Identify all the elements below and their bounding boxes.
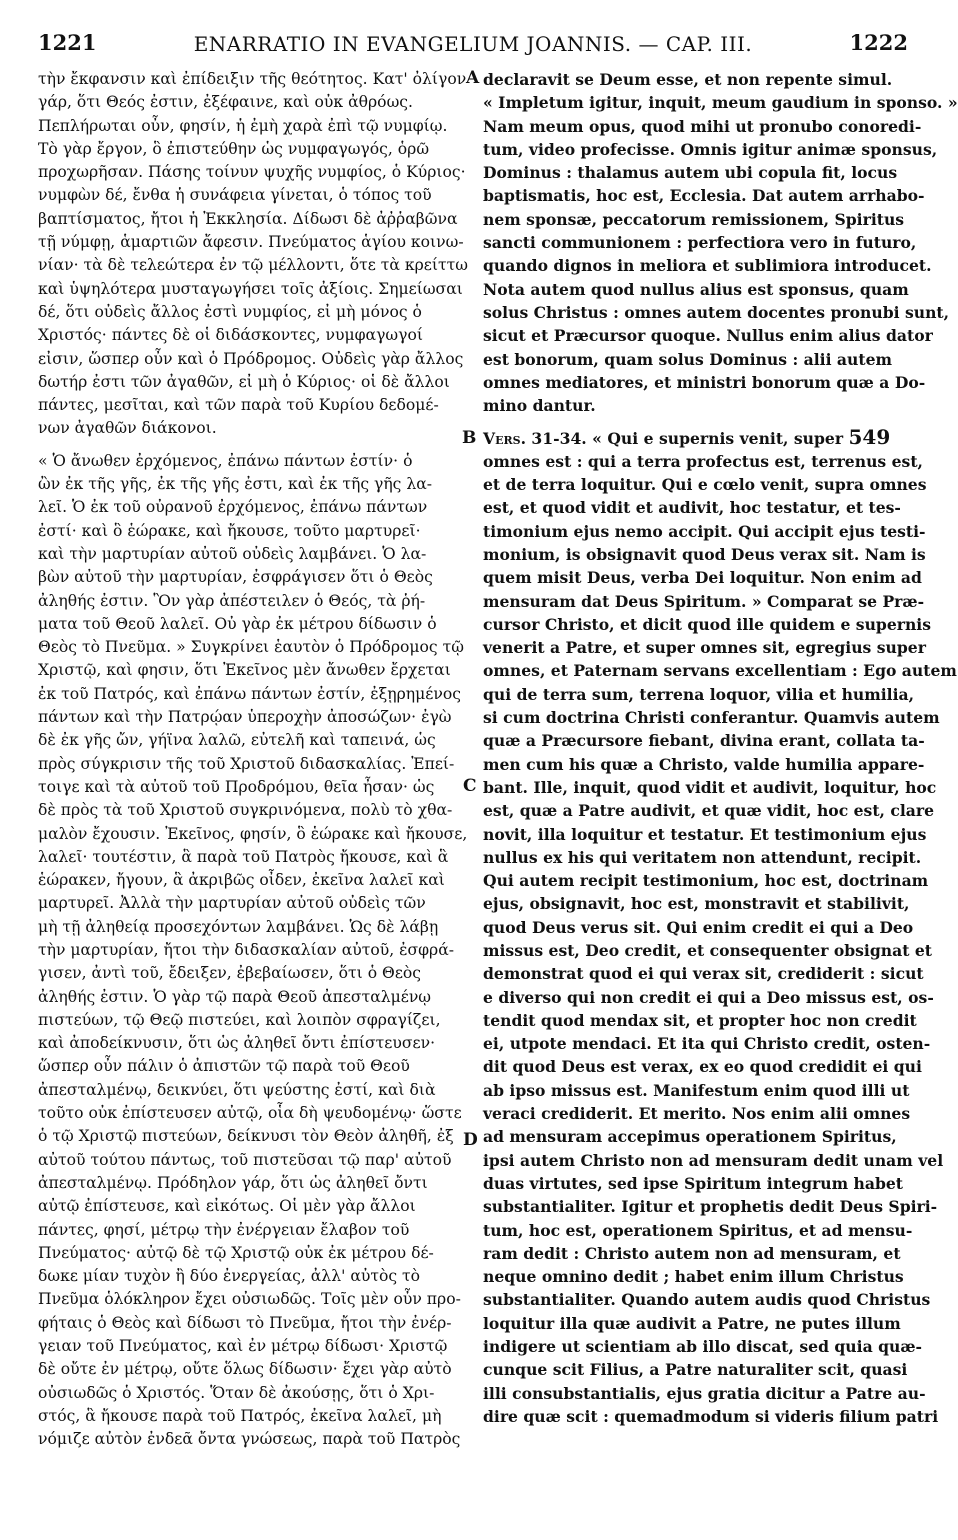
text-line: νων ἀγαθῶν διάκονοι. <box>38 419 217 438</box>
page-number-left: 1221 <box>38 30 97 55</box>
text-line: substantialiter. Quando autem audis quod Christus <box>483 1290 931 1310</box>
text-line: εἰσιν, ὥσπερ οὖν καὶ ὁ Πρόδρομος. Οὐδεὶς γὰρ ἄλλος <box>38 349 464 368</box>
text-line: tendit quod mendax sit, et propter hoc non credit <box>483 1010 917 1030</box>
text-line: loquitur illa quæ audivit a Patre, ne putes illum <box>483 1313 901 1333</box>
text-line: ἀπεσταλμένῳ. Πρόδηλον γάρ, ὅτι ὡς ἀληθεῖ ὄντι <box>38 1173 428 1192</box>
text-line: venerit a Patre, et super omnes sit, egregius super <box>483 638 926 658</box>
latin-paragraph-1 <box>483 68 958 417</box>
text-line: indigere ut scientiam ab illo discat, sed quia quæ- <box>483 1337 923 1357</box>
text-line: novit, illa loquitur et testatur. Et testimonium ejus <box>483 824 927 844</box>
text-line: νίαν· τὰ δὲ τελεώτερα ἐν τῷ μέλλοντι, ὅτε τὰ κρείττω <box>38 256 468 275</box>
text-line: nem sponsæ, peccatorum remissionem, Spiritus <box>483 209 905 229</box>
text-line: προχωρῆσαν. Πάσης τοίνυν ψυχῆς νυμφίος, ὁ Κύριος· <box>38 163 466 182</box>
text-line: ab ipso missus est. Manifestum enim quod illi ut <box>483 1080 910 1100</box>
text-line: μαρτυρεῖ. Ἀλλὰ τὴν μαρτυρίαν αὐτοῦ οὐδεὶς τῶν <box>38 894 426 913</box>
margin-number: 549 <box>848 425 891 450</box>
greek-paragraph-1 <box>38 68 466 441</box>
text-line: ei, utpote mendaci. Et ita qui Christo credit, osten- <box>483 1034 931 1054</box>
text-line: καὶ τὴν μαρτυρίαν αὐτοῦ οὐδεὶς λαμβάνει. Ὁ λα- <box>38 544 427 563</box>
page-number-right: 1222 <box>849 30 908 55</box>
text-line: ἀληθής ἐστιν. Ὃν γὰρ ἀπέστειλεν ὁ Θεός, τὰ ῥή- <box>38 591 426 610</box>
running-title: ENARRATIO IN EVANGELIUM JOANNIS. — CAP. III. <box>193 32 753 56</box>
text-line: γάρ, ὅτι Θεός ἐστιν, ἐξέφαινε, καὶ οὐκ ἀθρόως. <box>38 93 413 112</box>
text-line: ipsi autem Christo non ad mensuram dedit unam vel <box>483 1150 944 1170</box>
text-line: dire quæ scit : quemadmodum si videris filium patri <box>483 1406 939 1426</box>
text-line: qui de terra sum, terrena loquor, vilia et humilia, <box>483 684 915 704</box>
section-marker-a: A <box>466 68 480 88</box>
text-line: μαλὸν ἔχουσιν. Ἐκεῖνος, φησίν, ὃ ἑώρακε καὶ ἤκουσε, <box>38 824 468 843</box>
latin-column <box>483 68 958 1428</box>
text-line: mino dantur. <box>483 396 596 416</box>
text-line: illi consubstantialis, ejus gratia dicitur a Patre au- <box>483 1383 926 1403</box>
text-line: Θεὸς τὸ Πνεῦμα. » Συγκρίνει ἑαυτὸν ὁ Πρόδρομος τῷ <box>38 638 464 657</box>
text-line: βὼν αὐτοῦ τὴν μαρτυρίαν, ἐσφράγισεν ὅτι ὁ Θεὸς <box>38 568 433 587</box>
text-line: et de terra loquitur. Qui e cœlo venit, supra omnes <box>483 475 927 495</box>
section-marker-d: D <box>463 1130 478 1150</box>
text-line: omnes mediatores, et ministri bonorum quæ a Do- <box>483 372 926 392</box>
text-line: omnes, et Paternam servans excellentiam : Ego autem <box>483 661 957 681</box>
text-line: λεῖ. Ὁ ἐκ τοῦ οὐρανοῦ ἐρχόμενος, ἐπάνω πάντων <box>38 498 428 517</box>
text-line: ἀπεσταλμένῳ, δεικνύει, ὅτι ψεύστης ἐστί, καὶ διὰ <box>38 1080 436 1099</box>
text-line: πρὸς σύγκρισιν τῆς τοῦ Χριστοῦ διδασκαλίας. Ἐπεί- <box>38 754 455 773</box>
text-line: πιστεύων, τῷ Θεῷ πιστεύει, καὶ λοιπὸν σφραγίζει, <box>38 1010 441 1029</box>
text-line: baptismatis, hoc est, Ecclesia. Dat autem arrhabo- <box>483 186 925 206</box>
text-line: τὴν μαρτυρίαν, ἤτοι τὴν διδασκαλίαν αὐτοῦ, ἐσφρά- <box>38 940 455 959</box>
text-line: Nam meum opus, quod mihi ut pronubo conoredi- <box>483 116 922 136</box>
text-line: quæ a Præcursore fiebant, divina erant, collata ta- <box>483 731 925 751</box>
text-line: « Ὁ ἄνωθεν ἐρχόμενος, ἐπάνω πάντων ἐστίν· ὁ <box>38 451 413 470</box>
section-marker-c: C <box>463 776 477 796</box>
running-header <box>38 30 908 64</box>
text-line: men cum his quæ a Christo, valde humilia appare- <box>483 754 925 774</box>
text-line: Nota autem quod nullus alius est sponsus, quam <box>483 279 909 299</box>
text-line: γειαν τοῦ Πνεύματος, καὶ ἐν μέτρῳ δίδωσι· Χριστῷ <box>38 1337 448 1356</box>
text-line: φήταις ὁ Θεὸς καὶ δίδωσι τὸ Πνεῦμα, ἤτοι τὴν ἐνέρ- <box>38 1313 452 1332</box>
text-line: τοῦτο οὐκ ἐπίστευσεν αὐτῷ, οἷα δὴ ψευδομένῳ· ὥστε <box>38 1104 462 1123</box>
text-line: αὐτοῦ τούτου πάντως, τοῦ πιστεῦσαι τῷ παρ' αὐτοῦ <box>38 1150 452 1169</box>
text-line: ἑώρακεν, ἤγουν, ἃ ἀκριβῶς οἶδεν, ἐκεῖνα λαλεῖ καὶ <box>38 871 445 890</box>
text-line: ὢν ἐκ τῆς γῆς, ἐκ τῆς γῆς ἐστι, καὶ ἐκ τῆς γῆς λα- <box>38 475 433 494</box>
text-line: ἐκ τοῦ Πατρός, καὶ ἐπάνω πάντων ἐστίν, ἐξῃρημένος <box>38 684 461 703</box>
text-line: πάντες, φησί, μέτρῳ τὴν ἐνέργειαν ἔλαβον τοῦ <box>38 1220 410 1239</box>
text-line: solus Christus : omnes autem docentes pronubi sunt, <box>483 302 950 322</box>
text-line: monium, is obsignavit quod Deus verax sit. Nam is <box>483 544 926 564</box>
greek-column <box>38 68 466 1452</box>
text-line: Πεπλήρωται οὖν, φησίν, ἡ ἐμὴ χαρὰ ἐπὶ τῷ νυμφίῳ. <box>38 116 448 135</box>
text-line: γισεν, ἀντὶ τοῦ, ἔδειξεν, ἐβεβαίωσεν, ὅτι ὁ Θεὸς <box>38 964 422 983</box>
text-line: est, quæ a Patre audivit, et quæ vidit, hoc est, clare <box>483 801 935 821</box>
text-line: neque omnino dedit ; habet enim illum Christus <box>483 1267 904 1287</box>
text-line: omnes est : qui a terra profectus est, terrenus est, <box>483 451 923 471</box>
text-line: quod Deus verus sit. Qui enim credit ei qui a Deo <box>483 917 914 937</box>
text-line: est bonorum, quam solus Dominus : alii autem <box>483 349 892 369</box>
text-line: Χριστῷ, καὶ φησιν, ὅτι Ἐκεῖνος μὲν ἄνωθεν ἔρχεται <box>38 661 451 680</box>
text-line: Πνεῦμα ὁλόκληρον ἔχει οὐσιωδῶς. Τοῖς μὲν οὖν προ- <box>38 1290 461 1309</box>
text-line: ad mensuram accepimus operationem Spiritus, <box>483 1127 897 1147</box>
latin-paragraph-2 <box>483 450 957 1428</box>
text-line: tum, hoc est, operationem Spiritus, et ad mensu- <box>483 1220 913 1240</box>
text-line: substantialiter. Igitur et prophetis dedit Deus Spiri- <box>483 1197 938 1217</box>
text-line: ὁ τῷ Χριστῷ πιστεύων, δείκνυσι τὸν Θεὸν ἀληθῆ, ἐξ <box>38 1127 454 1146</box>
text-line: δωτήρ ἐστι τῶν ἀγαθῶν, εἰ μὴ ὁ Κύριος· οἱ δὲ ἄλλοι <box>38 372 450 391</box>
text-line: μὴ τῇ ἀληθείᾳ προσεχόντων λαμβάνει. Ὡς δὲ λάβῃ <box>38 917 439 936</box>
text-line: δωκε μίαν τυχὸν ἢ δύο ἐνεργείας, ἀλλ' αὐτὸς τὸ <box>38 1267 421 1286</box>
text-line: veraci crediderit. Et merito. Nos enim alii omnes <box>483 1104 911 1124</box>
text-line: δὲ πρὸς τὰ τοῦ Χριστοῦ συγκρινόμενα, πολὺ τὸ χθα- <box>38 801 453 820</box>
text-line: Χριστός· πάντες δὲ οἱ διδάσκοντες, νυμφαγωγοί <box>38 326 423 345</box>
text-line: sancti communionem : perfectiora vero in futuro, <box>483 233 917 253</box>
text-line: ram dedit : Christo autem non ad mensuram, et <box>483 1243 901 1263</box>
text-line: νόμιζε αὐτὸν ἐνδεᾶ ὄντα γνώσεως, παρὰ τοῦ Πατρὸς <box>38 1430 461 1449</box>
text-line: ejus, obsignavit, hoc est, monstravit et stabilivit, <box>483 894 910 914</box>
text-line: est, et quod vidit et audivit, hoc testatur, et tes- <box>483 498 901 518</box>
text-line: οὐσιωδῶς ὁ Χριστός. Ὅταν δὲ ἀκούσῃς, ὅτι ὁ Χρι- <box>38 1383 435 1402</box>
text-line: timonium ejus nemo accipit. Qui accipit ejus testi- <box>483 521 926 541</box>
text-line: bant. Ille, inquit, quod vidit et audivit, loquitur, hoc <box>483 777 937 797</box>
text-line: δέ, ὅτι οὐδεὶς ἄλλος ἐστὶ νυμφίος, εἰ μὴ μόνος ὁ <box>38 302 422 321</box>
text-line: στός, ἃ ἤκουσε παρὰ τοῦ Πατρός, ἐκεῖνα λαλεῖ, μὴ <box>38 1406 442 1425</box>
text-line: Τὸ γὰρ ἔργον, ὃ ἐπιστεύθην ὡς νυμφαγωγός, ὁρῶ <box>38 139 430 158</box>
text-line: cunque scit Filius, a Patre naturaliter scit, quasi <box>483 1360 908 1380</box>
text-line: « Impletum igitur, inquit, meum gaudium in sponso. » <box>483 93 958 113</box>
text-line: τὴν ἔκφανσιν καὶ ἐπίδειξιν τῆς θεότητος. Κατ' ὀλίγον <box>38 70 467 88</box>
text-line: ἐστί· καὶ ὃ ἑώρακε, καὶ ἤκουσε, τοῦτο μαρτυρεῖ· <box>38 521 421 540</box>
verse-first-text: « Qui e supernis venit, super <box>586 429 844 449</box>
text-line: ἀληθής ἐστιν. Ὁ γὰρ τῷ παρὰ Θεοῦ ἀπεσταλμένῳ <box>38 987 432 1006</box>
text-line: πάντων καὶ τὴν Πατρῴαν ὑπεροχὴν ἀποσώζων· ἐγὼ <box>38 708 452 727</box>
text-line: καὶ ὑψηλότερα μυσταγωγήσει τοῖς ἀξίοις. Σημείωσαι <box>38 279 463 298</box>
text-line: demonstrat quod ei qui verax sit, crediderit : sicut <box>483 964 924 984</box>
text-line: si cum doctrina Christi conferantur. Quamvis autem <box>483 708 940 728</box>
verse-label: Vers. 31-34. <box>483 429 587 449</box>
text-line: e diverso qui non credit ei qui a Deo missus est, os- <box>483 987 934 1007</box>
text-line: declaravit se Deum esse, et non repente simul. <box>483 70 893 89</box>
text-line: Πνεύματος· αὐτῷ δὲ τῷ Χριστῷ οὐκ ἐκ μέτρου δέ- <box>38 1243 434 1262</box>
text-line: duas virtutes, sed ipse Spiritum integrum habet <box>483 1173 903 1193</box>
text-line: dit quod Deus est verax, ex eo quod credidit ei qui <box>483 1057 922 1077</box>
text-line: βαπτίσματος, ἤτοι ἡ Ἐκκλησία. Δίδωσι δὲ ἀῤῥαβῶνα <box>38 209 458 228</box>
text-line: quando dignos in meliora et sublimiora introducet. <box>483 256 932 276</box>
text-line: nullus ex his qui veritatem non attendunt, recipit. <box>483 847 922 867</box>
text-line: δὲ ἐκ γῆς ὤν, γήϊνα λαλῶ, εὐτελῆ καὶ ταπεινά, ὡς <box>38 731 436 750</box>
verse-heading-line <box>483 426 908 449</box>
text-line: Qui autem recipit testimonium, hoc est, doctrinam <box>483 871 929 891</box>
text-line: cursor Christo, et dicit quod ille quidem e supernis <box>483 614 931 634</box>
text-line: λαλεῖ· τουτέστιν, ἃ παρὰ τοῦ Πατρὸς ἤκουσε, καὶ ἃ <box>38 847 449 866</box>
section-marker-b: B <box>462 428 477 448</box>
text-line: καὶ ἀποδείκνυσιν, ὅτι ὡς ἀληθεῖ ὄντι ἐπίστευσεν· <box>38 1034 436 1053</box>
text-line: tum, video profecisse. Omnis igitur animæ sponsus, <box>483 139 938 159</box>
text-line: τοιγε καὶ τὰ αὐτοῦ τοῦ Προδρόμου, θεῖα ἦσαν· ὡς <box>38 777 435 796</box>
text-line: ματα τοῦ Θεοῦ λαλεῖ. Οὐ γὰρ ἐκ μέτρου δίδωσιν ὁ <box>38 614 437 633</box>
text-line: δὲ οὔτε ἐν μέτρῳ, οὔτε ὅλως δίδωσιν· ἔχει γὰρ αὐτὸ <box>38 1360 452 1379</box>
text-line: sicut et Præcursor quoque. Nullus enim alius dator <box>483 326 933 346</box>
text-line: τῇ νύμφῃ, ἁμαρτιῶν ἄφεσιν. Πνεύματος ἁγίου κοινω- <box>38 233 464 252</box>
text-line: νυμφὼν δέ, ἔνθα ἡ συνάφεια γίνεται, ὁ τόπος τοῦ <box>38 186 432 205</box>
text-line: Dominus : thalamus autem ubi copula fit, locus <box>483 163 898 183</box>
text-line: mensuram dat Deus Spiritum. » Comparat se Præ- <box>483 591 925 611</box>
text-line: quem misit Deus, verba Dei loquitur. Non enim ad <box>483 568 922 588</box>
text-line: ὥσπερ οὖν πάλιν ὁ ἀπιστῶν τῷ παρὰ τοῦ Θεοῦ <box>38 1057 410 1076</box>
text-line: missus est, Deo credit, et consequenter obsignat et <box>483 940 932 960</box>
greek-paragraph-2 <box>38 441 466 1452</box>
text-line: αὐτῷ ἐπίστευσε, καὶ εἰκότως. Οἱ μὲν γὰρ ἄλλοι <box>38 1197 416 1216</box>
text-line: πάντες, μεσῖται, καὶ τῶν παρὰ τοῦ Κυρίου δεδομέ- <box>38 396 439 415</box>
